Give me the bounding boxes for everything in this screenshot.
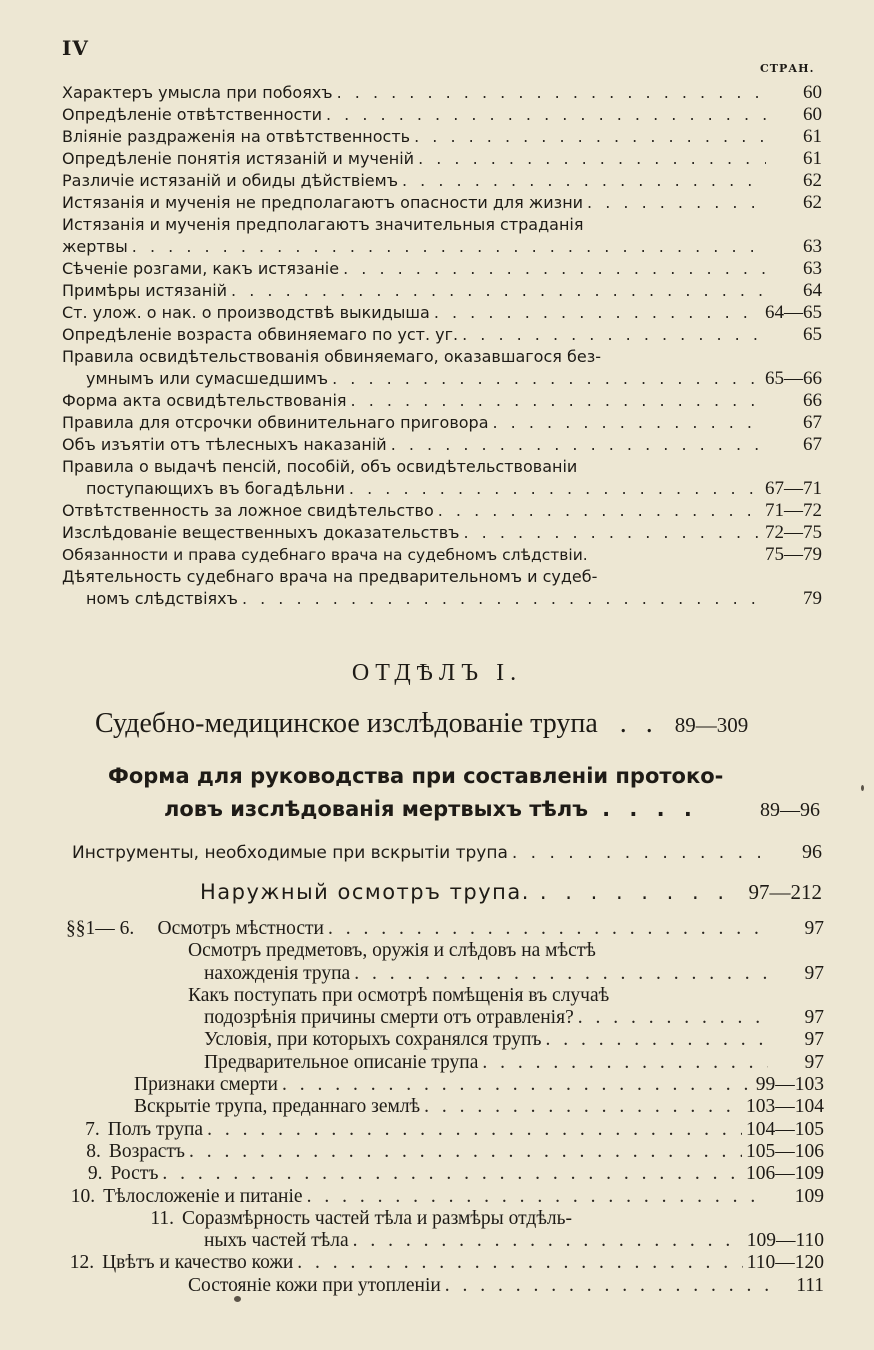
toc-entry: Правила для отсрочки обвинительнаго приговора . . . 67 [62,412,822,434]
toc-entry: §§ 1— 6. Осмотръ мѣстности . . . 97 [66,918,824,940]
section-title-row [95,708,820,740]
toc-entry: Вліяніе раздраженія на отвѣтственность . . . 61 [62,126,822,148]
toc-entry: 9. Ростъ . . . 106—109 [66,1163,824,1185]
toc-entry: Примѣры истязаній . . . 64 [62,280,822,302]
toc-entry: Признаки смерти . . . 99—103 [66,1074,824,1096]
toc-entry-line1: 11. Соразмѣрность частей тѣла и размѣры отдѣль- [150,1207,573,1229]
toc-entry: Опредѣленіе понятія истязаній и мученій . . . 61 [62,148,822,170]
toc-entry: Состояніе кожи при утопленіи . . . 111 [66,1275,824,1297]
external-exam-pages: 97—212 [748,880,822,904]
toc-entry: Истязанія и мученія не предполагаютъ опасности для жизни . . . 62 [62,192,822,214]
pages-column-header: СТРАН. [760,62,815,75]
form-heading-line2: ловъ изслѣдованія мертвыхъ тѣлъ [164,797,589,821]
toc-entry: подозрѣнія причины смерти отъ отравленія? . . . 97 [66,1007,824,1029]
toc-entry: ныхъ частей тѣла . . . 109—110 [66,1230,824,1252]
toc-entry-line1: Правила о выдачѣ пенсій, пособій, объ освидѣтельствованіи [62,457,578,476]
section-title: Судебно-медицинское изслѣдованіе трупа [95,708,598,739]
toc-entry: Предварительное описаніе трупа . . . 97 [66,1052,824,1074]
toc-entry-line1: Дѣятельность судебнаго врача на предварительномъ и судеб- [62,567,598,586]
toc-entry: Отвѣтственность за ложное свидѣтельство . . . 71—72 [62,500,822,522]
external-exam-title: Наружный осмотръ трупа. [200,880,530,904]
toc-entry: Условія, при которыхъ сохранялся трупъ . . . 97 [66,1029,824,1051]
ink-speck [234,1296,241,1302]
toc-entry-line1: Правила освидѣтельствованія обвиняемаго, оказавшагося без- [62,347,601,366]
toc-entry: жертвы . . . 63 [62,236,822,258]
external-exam-heading [200,880,822,905]
toc-entry: Изслѣдованіе вещественныхъ доказательствъ . . . 72—75 [62,522,822,544]
toc-entry: Форма акта освидѣтельствованія . . . 66 [62,390,822,412]
ink-speck [861,785,864,791]
toc-entry: Опредѣленіе отвѣтственности . . . 60 [62,104,822,126]
page-number: IV [62,36,89,60]
toc-entry: 10. Тѣлосложеніе и питаніе . . . 109 [66,1186,824,1208]
toc-entry: Обязанности и права судебнаго врача на судебномъ слѣдствіи. 75—79 [62,544,822,565]
toc-entry: номъ слѣдствіяхъ . . . 79 [62,588,822,610]
toc-entry: 7. Полъ трупа . . . 104—105 [66,1119,824,1141]
toc-entry: умнымъ или сумасшедшимъ . . . 65—66 [62,368,822,390]
form-pages: 89—96 [760,799,820,821]
section-heading: ОТДѢЛЪ I. [351,660,523,686]
toc-lower [66,918,824,1297]
leader-dots: . . . . . . . . [539,880,731,904]
toc-entry-line1: Истязанія и мученія предполагаютъ значительныя страданія [62,215,584,234]
toc-entry-line1: Осмотръ предметовъ, оружія и слѣдовъ на мѣстѣ [188,940,596,962]
toc-entry: Ст. улож. о нак. о производствѣ выкидыша . . . 64—65 [62,302,822,324]
toc-entry: Вскрытіе трупа, преданнаго землѣ . . . 103—104 [66,1096,824,1118]
toc-entry: нахожденія трупа . . . 97 [66,963,824,985]
toc-entry: Объ изъятіи отъ тѣлесныхъ наказаній . . . 67 [62,434,822,456]
toc-entry: Сѣченіе розгами, какъ истязаніе . . . 63 [62,258,822,280]
toc-entry: 8. Возрастъ . . . 105—106 [66,1141,824,1163]
toc-entry-line1: Какъ поступать при осмотрѣ помѣщенія въ случаѣ [188,984,610,1006]
toc-upper [62,82,822,610]
leader-dots: . . . . [602,797,698,821]
toc-entry: Опредѣленіе возраста обвиняемаго по уст. уг. . . . 65 [62,324,822,346]
toc-entry: Характеръ умысла при побояхъ . . . 60 [62,82,822,104]
toc-entry: Различіе истязаній и обиды дѣйствіемъ . . . 62 [62,170,822,192]
instruments-entry: Инструменты, необходимые при вскрытіи трупа . . . 96 [72,841,822,863]
toc-entry: поступающихъ въ богадѣльни . . . 67—71 [62,478,822,500]
form-heading-line1: Форма для руководства при составленіи протоко- [108,764,724,788]
form-heading [108,760,820,827]
section-title-pages: 89—309 [674,713,749,737]
toc-entry: 12. Цвѣтъ и качество кожи . . . 110—120 [66,1252,824,1274]
leader-dots: . . [619,708,659,739]
